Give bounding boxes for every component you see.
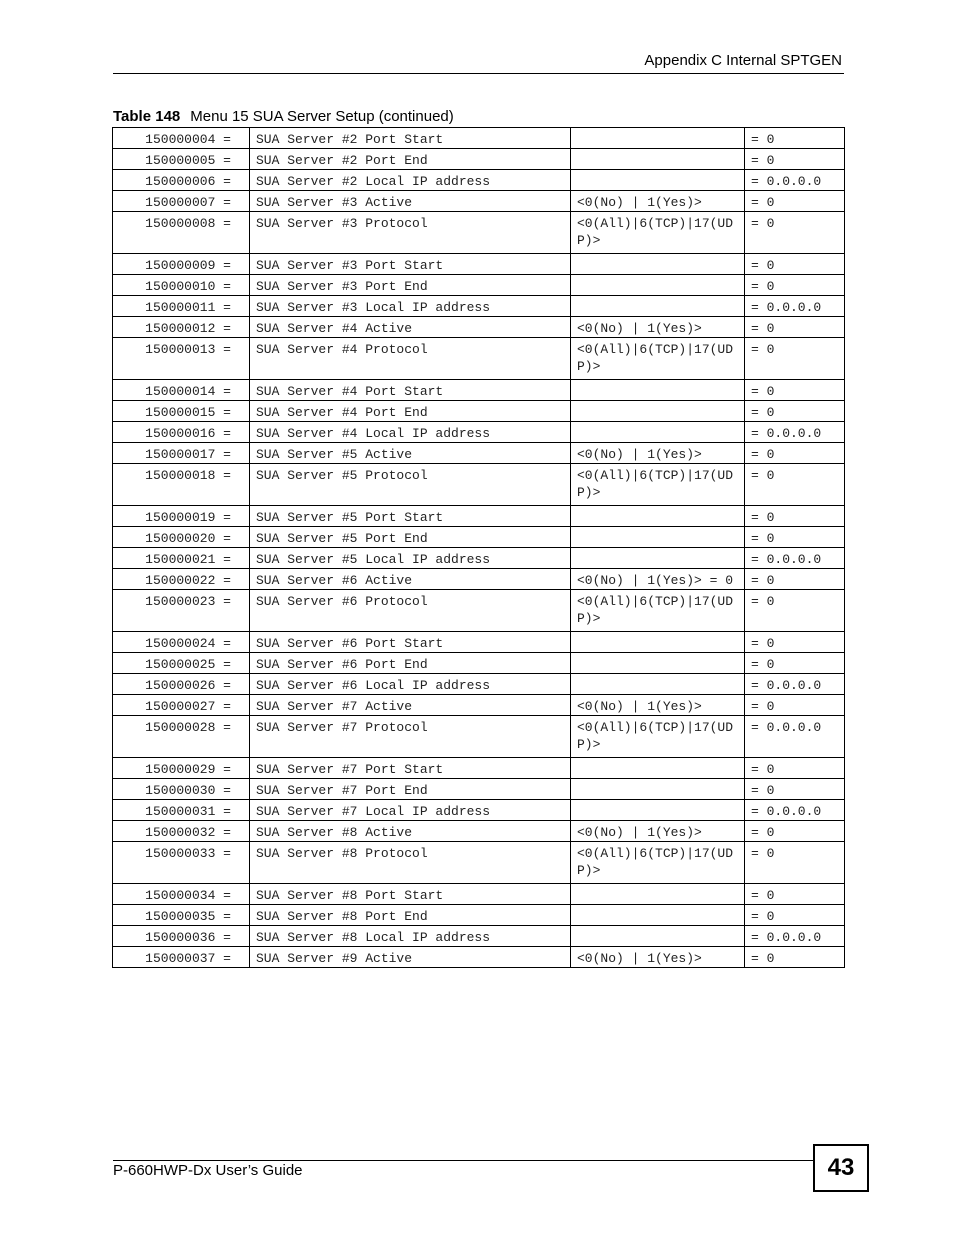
setting-value-cell: = 0 — [745, 590, 845, 632]
table-row — [113, 842, 845, 884]
setting-value-cell: = 0 — [745, 884, 845, 905]
table-row — [113, 716, 845, 758]
setting-name-cell: SUA Server #4 Active — [250, 317, 571, 338]
table-row — [113, 947, 845, 968]
setting-name-cell: SUA Server #5 Port Start — [250, 506, 571, 527]
setting-value-cell: = 0 — [745, 275, 845, 296]
setting-id-cell: 150000021 = — [113, 548, 250, 569]
setting-options-cell — [571, 149, 745, 170]
setting-id-cell: 150000036 = — [113, 926, 250, 947]
setting-value-cell: = 0.0.0.0 — [745, 674, 845, 695]
setting-name-cell: SUA Server #2 Port Start — [250, 128, 571, 149]
setting-value-cell: = 0 — [745, 128, 845, 149]
setting-id-cell: 150000013 = — [113, 338, 250, 380]
header-rule — [113, 73, 844, 74]
setting-id-cell: 150000028 = — [113, 716, 250, 758]
setting-options-cell — [571, 926, 745, 947]
footer-guide-title: P-660HWP-Dx User’s Guide — [113, 1162, 303, 1179]
setting-id-cell: 150000007 = — [113, 191, 250, 212]
setting-value-cell: = 0.0.0.0 — [745, 800, 845, 821]
table-row — [113, 590, 845, 632]
setting-options-cell: <0(All)|6(TCP)|17(UDP)> — [571, 212, 745, 254]
table-row — [113, 674, 845, 695]
setting-value-cell: = 0.0.0.0 — [745, 926, 845, 947]
setting-id-cell: 150000029 = — [113, 758, 250, 779]
table-caption — [113, 108, 454, 125]
setting-id-cell: 150000016 = — [113, 422, 250, 443]
setting-value-cell: = 0 — [745, 338, 845, 380]
setting-value-cell: = 0 — [745, 695, 845, 716]
settings-table-body — [113, 128, 845, 968]
setting-value-cell: = 0 — [745, 632, 845, 653]
setting-options-cell — [571, 254, 745, 275]
setting-value-cell: = 0.0.0.0 — [745, 422, 845, 443]
setting-options-cell — [571, 800, 745, 821]
setting-id-cell: 150000006 = — [113, 170, 250, 191]
setting-name-cell: SUA Server #6 Port Start — [250, 632, 571, 653]
setting-options-cell — [571, 779, 745, 800]
table-row — [113, 170, 845, 191]
setting-name-cell: SUA Server #3 Local IP address — [250, 296, 571, 317]
table-row — [113, 443, 845, 464]
setting-name-cell: SUA Server #8 Port End — [250, 905, 571, 926]
setting-options-cell — [571, 422, 745, 443]
table-row — [113, 569, 845, 590]
setting-value-cell: = 0.0.0.0 — [745, 296, 845, 317]
setting-id-cell: 150000008 = — [113, 212, 250, 254]
setting-value-cell: = 0 — [745, 401, 845, 422]
setting-value-cell: = 0 — [745, 821, 845, 842]
setting-id-cell: 150000034 = — [113, 884, 250, 905]
setting-id-cell: 150000026 = — [113, 674, 250, 695]
table-row — [113, 191, 845, 212]
setting-id-cell: 150000009 = — [113, 254, 250, 275]
table-row — [113, 548, 845, 569]
setting-id-cell: 150000020 = — [113, 527, 250, 548]
setting-value-cell: = 0 — [745, 254, 845, 275]
setting-id-cell: 150000012 = — [113, 317, 250, 338]
setting-name-cell: SUA Server #5 Local IP address — [250, 548, 571, 569]
setting-id-cell: 150000032 = — [113, 821, 250, 842]
table-row — [113, 128, 845, 149]
setting-id-cell: 150000022 = — [113, 569, 250, 590]
setting-id-cell: 150000024 = — [113, 632, 250, 653]
setting-id-cell: 150000018 = — [113, 464, 250, 506]
table-row — [113, 464, 845, 506]
setting-id-cell: 150000037 = — [113, 947, 250, 968]
table-row — [113, 380, 845, 401]
setting-id-cell: 150000027 = — [113, 695, 250, 716]
setting-options-cell: <0(All)|6(TCP)|17(UDP)> — [571, 842, 745, 884]
setting-id-cell: 150000031 = — [113, 800, 250, 821]
setting-id-cell: 150000025 = — [113, 653, 250, 674]
setting-id-cell: 150000019 = — [113, 506, 250, 527]
setting-options-cell — [571, 170, 745, 191]
table-row — [113, 800, 845, 821]
setting-name-cell: SUA Server #6 Port End — [250, 653, 571, 674]
setting-id-cell: 150000030 = — [113, 779, 250, 800]
setting-value-cell: = 0.0.0.0 — [745, 716, 845, 758]
setting-options-cell: <0(All)|6(TCP)|17(UDP)> — [571, 464, 745, 506]
table-row — [113, 506, 845, 527]
setting-name-cell: SUA Server #6 Protocol — [250, 590, 571, 632]
setting-name-cell: SUA Server #7 Local IP address — [250, 800, 571, 821]
setting-name-cell: SUA Server #5 Port End — [250, 527, 571, 548]
setting-name-cell: SUA Server #7 Port End — [250, 779, 571, 800]
setting-value-cell: = 0 — [745, 443, 845, 464]
setting-name-cell: SUA Server #4 Port Start — [250, 380, 571, 401]
setting-id-cell: 150000014 = — [113, 380, 250, 401]
setting-name-cell: SUA Server #8 Port Start — [250, 884, 571, 905]
setting-options-cell: <0(No) | 1(Yes)> — [571, 317, 745, 338]
table-caption-text: Menu 15 SUA Server Setup (continued) — [190, 108, 454, 125]
table-row — [113, 338, 845, 380]
setting-value-cell: = 0 — [745, 380, 845, 401]
setting-value-cell: = 0 — [745, 212, 845, 254]
table-row — [113, 212, 845, 254]
setting-options-cell — [571, 632, 745, 653]
setting-options-cell — [571, 527, 745, 548]
table-row — [113, 653, 845, 674]
table-row — [113, 695, 845, 716]
setting-options-cell: <0(All)|6(TCP)|17(UDP)> — [571, 716, 745, 758]
setting-id-cell: 150000033 = — [113, 842, 250, 884]
setting-id-cell: 150000015 = — [113, 401, 250, 422]
settings-table — [112, 127, 845, 968]
setting-options-cell: <0(No) | 1(Yes)> = 0 — [571, 569, 745, 590]
table-row — [113, 779, 845, 800]
table-row — [113, 275, 845, 296]
setting-id-cell: 150000010 = — [113, 275, 250, 296]
setting-value-cell: = 0 — [745, 653, 845, 674]
setting-options-cell — [571, 275, 745, 296]
setting-value-cell: = 0 — [745, 506, 845, 527]
setting-name-cell: SUA Server #8 Active — [250, 821, 571, 842]
setting-value-cell: = 0 — [745, 779, 845, 800]
setting-options-cell: <0(No) | 1(Yes)> — [571, 191, 745, 212]
setting-name-cell: SUA Server #3 Protocol — [250, 212, 571, 254]
setting-options-cell — [571, 653, 745, 674]
table-row — [113, 401, 845, 422]
table-row — [113, 758, 845, 779]
table-row — [113, 821, 845, 842]
table-row — [113, 632, 845, 653]
setting-name-cell: SUA Server #5 Active — [250, 443, 571, 464]
setting-name-cell: SUA Server #4 Protocol — [250, 338, 571, 380]
page-number: 43 — [813, 1144, 869, 1192]
setting-options-cell: <0(No) | 1(Yes)> — [571, 443, 745, 464]
setting-name-cell: SUA Server #2 Local IP address — [250, 170, 571, 191]
setting-options-cell: <0(All)|6(TCP)|17(UDP)> — [571, 338, 745, 380]
setting-name-cell: SUA Server #5 Protocol — [250, 464, 571, 506]
setting-options-cell: <0(All)|6(TCP)|17(UDP)> — [571, 590, 745, 632]
setting-options-cell — [571, 296, 745, 317]
setting-name-cell: SUA Server #7 Port Start — [250, 758, 571, 779]
setting-id-cell: 150000023 = — [113, 590, 250, 632]
table-row — [113, 149, 845, 170]
table-caption-label: Table 148 — [113, 108, 181, 125]
setting-options-cell — [571, 758, 745, 779]
setting-options-cell — [571, 548, 745, 569]
setting-value-cell: = 0.0.0.0 — [745, 170, 845, 191]
setting-id-cell: 150000004 = — [113, 128, 250, 149]
table-row — [113, 296, 845, 317]
table-row — [113, 422, 845, 443]
setting-value-cell: = 0 — [745, 758, 845, 779]
setting-value-cell: = 0 — [745, 191, 845, 212]
setting-value-cell: = 0 — [745, 842, 845, 884]
setting-name-cell: SUA Server #4 Port End — [250, 401, 571, 422]
setting-value-cell: = 0.0.0.0 — [745, 548, 845, 569]
setting-id-cell: 150000005 = — [113, 149, 250, 170]
setting-value-cell: = 0 — [745, 569, 845, 590]
setting-name-cell: SUA Server #6 Local IP address — [250, 674, 571, 695]
setting-value-cell: = 0 — [745, 947, 845, 968]
setting-name-cell: SUA Server #3 Port Start — [250, 254, 571, 275]
setting-name-cell: SUA Server #2 Port End — [250, 149, 571, 170]
setting-options-cell — [571, 674, 745, 695]
setting-name-cell: SUA Server #6 Active — [250, 569, 571, 590]
setting-value-cell: = 0 — [745, 464, 845, 506]
setting-id-cell: 150000035 = — [113, 905, 250, 926]
table-row — [113, 317, 845, 338]
setting-options-cell: <0(No) | 1(Yes)> — [571, 695, 745, 716]
setting-options-cell — [571, 380, 745, 401]
setting-id-cell: 150000011 = — [113, 296, 250, 317]
setting-name-cell: SUA Server #4 Local IP address — [250, 422, 571, 443]
setting-name-cell: SUA Server #3 Port End — [250, 275, 571, 296]
setting-options-cell — [571, 401, 745, 422]
setting-options-cell: <0(No) | 1(Yes)> — [571, 947, 745, 968]
table-row — [113, 527, 845, 548]
table-row — [113, 254, 845, 275]
setting-options-cell — [571, 884, 745, 905]
table-row — [113, 926, 845, 947]
setting-value-cell: = 0 — [745, 149, 845, 170]
setting-value-cell: = 0 — [745, 317, 845, 338]
setting-options-cell — [571, 128, 745, 149]
setting-value-cell: = 0 — [745, 527, 845, 548]
setting-value-cell: = 0 — [745, 905, 845, 926]
setting-name-cell: SUA Server #8 Local IP address — [250, 926, 571, 947]
setting-name-cell: SUA Server #7 Protocol — [250, 716, 571, 758]
table-row — [113, 905, 845, 926]
setting-name-cell: SUA Server #3 Active — [250, 191, 571, 212]
setting-name-cell: SUA Server #9 Active — [250, 947, 571, 968]
header-title: Appendix C Internal SPTGEN — [644, 52, 842, 69]
footer-rule — [113, 1160, 815, 1161]
setting-options-cell — [571, 905, 745, 926]
setting-id-cell: 150000017 = — [113, 443, 250, 464]
setting-name-cell: SUA Server #8 Protocol — [250, 842, 571, 884]
setting-options-cell — [571, 506, 745, 527]
setting-name-cell: SUA Server #7 Active — [250, 695, 571, 716]
setting-options-cell: <0(No) | 1(Yes)> — [571, 821, 745, 842]
table-row — [113, 884, 845, 905]
